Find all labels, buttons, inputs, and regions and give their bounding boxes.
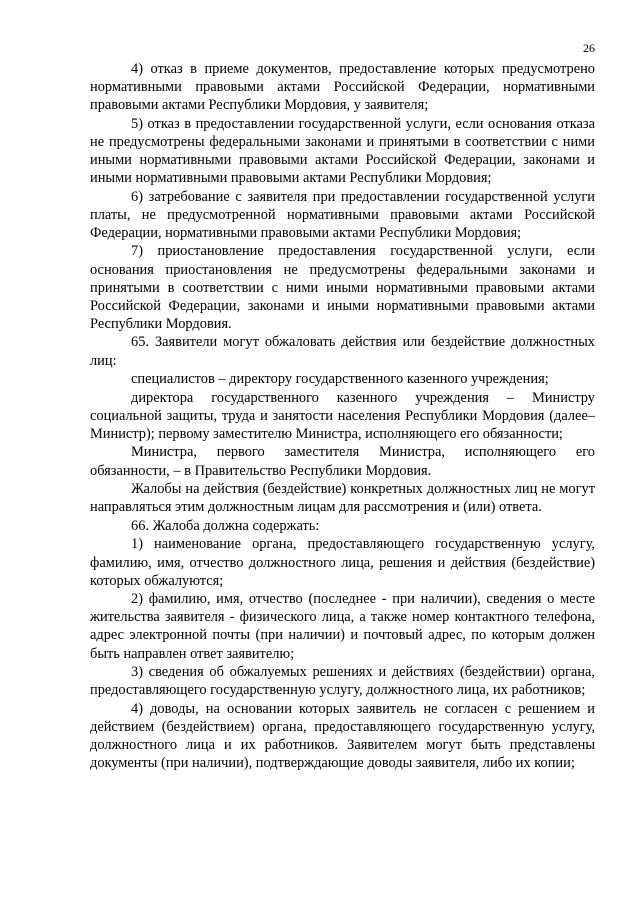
paragraph-refusal-service: 5) отказ в предоставлении государственной услуги, если основания отказа не предусмотрены федеральными законами и принятыми в соответствии с ними иными нормативными правовыми актами Российской Федерации, законами и иными нормативными правовыми актами Республики Мордовия; <box>90 115 595 187</box>
paragraph-item-66: 66. Жалоба должна содержать: <box>131 517 320 534</box>
paragraph-refusal-documents: 4) отказ в приеме документов, предоставление которых предусмотрено нормативными правовыми актами Российской Федерации, нормативными правовыми актами Республики Мордовия, у заявителя; <box>90 61 595 114</box>
document-body <box>90 60 595 773</box>
paragraph-item-65: 65. Заявители могут обжаловать действия или бездействие должностных лиц: <box>90 334 595 369</box>
paragraph-complaints-restriction: Жалобы на действия (бездействие) конкретных должностных лиц не могут направляться этим должностным лицам для рассмотрения и (или) ответа. <box>90 481 595 516</box>
paragraph-complaint-applicant: 2) фамилию, имя, отчество (последнее - при наличии), сведения о месте жительства заявителя - физического лица, а также номер контактного телефона, адрес электронной почты (при наличии) и почтовый адрес, по которым должен быть направлен ответ заявителю; <box>90 591 595 662</box>
paragraph-specialists: специалистов – директору государственного казенного учреждения; <box>131 371 549 388</box>
page-number: 26 <box>583 41 595 55</box>
paragraph-director: директора государственного казенного учреждения – Министру социальной защиты, труда и занятости населения Республики Мордовия (далее–Министр); первому заместителю Министра, исполняющего его обязанности; <box>90 389 595 442</box>
paragraph-minister: Министра, первого заместителя Министра, исполняющего его обязанности, – в Правительство Республики Мордовия. <box>90 444 595 479</box>
paragraph-suspension: 7) приостановление предоставления государственной услуги, если основания приостановления не предусмотрены федеральными законами и принятыми в соответствии с ними иными нормативными правовыми актами Российской Федерации, законами и иными нормативными правовыми актами Республики Мордовия. <box>90 243 595 332</box>
paragraph-complaint-decisions: 3) сведения об обжалуемых решениях и действиях (бездействии) органа, предоставляющего государственную услугу, должностного лица, их работников; <box>90 664 595 699</box>
paragraph-complaint-arguments: 4) доводы, на основании которых заявитель не согласен с решением и действием (бездействием) органа, предоставляющего государственную услугу, должностного лица и их работников. Заявителем могут быть представлены документы (при наличии), подтверждающие доводы заявителя, либо их копии; <box>90 700 595 772</box>
paragraph-fee-demand: 6) затребование с заявителя при предоставлении государственной услуги платы, не предусмотренной нормативными правовыми актами Российской Федерации, нормативными правовыми актами Республики Мордовия; <box>90 188 595 241</box>
paragraph-complaint-authority: 1) наименование органа, предоставляющего государственную услугу, фамилию, имя, отчество должностного лица, решения и действия (бездействие) которых обжалуются; <box>90 536 595 589</box>
